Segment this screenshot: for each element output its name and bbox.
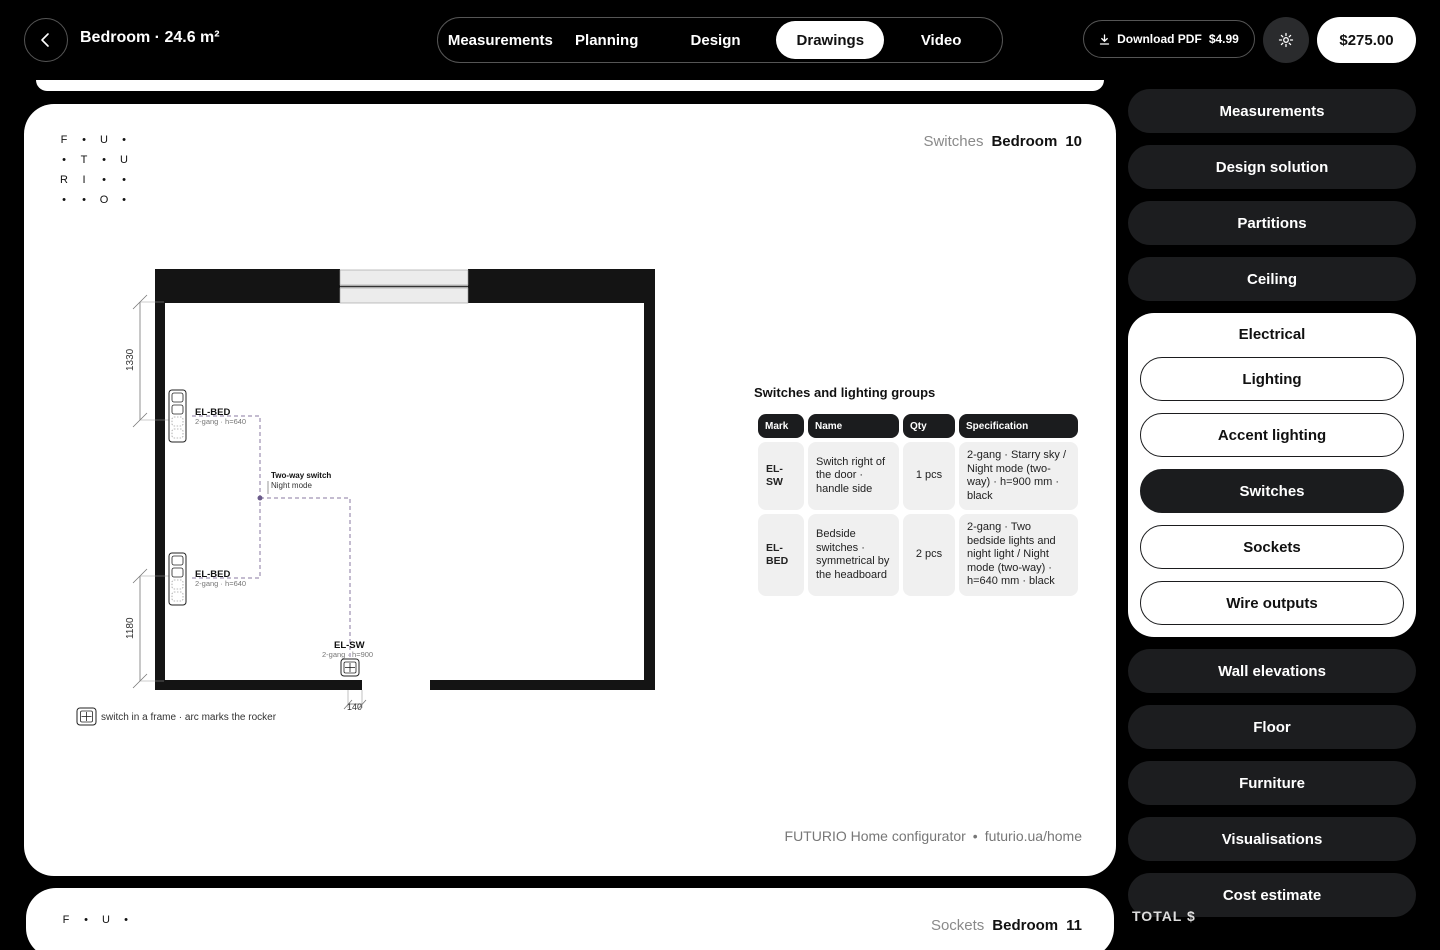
arrow-left-icon (38, 32, 54, 48)
window-pane-upper (340, 270, 468, 285)
switch-table (758, 414, 1078, 596)
sheet-footer (785, 828, 1082, 844)
switch-door (341, 659, 359, 676)
footer-separator: • (972, 828, 978, 844)
drawing-sheet (24, 104, 1116, 876)
wall-bottom-left (155, 680, 362, 690)
door-switch-spec: 2-gang · h=900 (322, 650, 374, 659)
sidebar-item-partitions[interactable]: Partitions (1128, 201, 1416, 245)
switch-upper-bedside (169, 390, 186, 442)
next-sheet-logo: F • U • (62, 914, 128, 926)
table-cell-mark: EL-SW (758, 442, 804, 510)
settings-button[interactable] (1263, 17, 1309, 63)
download-price: $4.99 (1208, 32, 1239, 46)
wiring-door (260, 498, 350, 660)
sidebar-item-floor[interactable]: Floor (1128, 705, 1416, 749)
sidebar-item-wire-outputs[interactable]: Wire outputs (1140, 581, 1404, 625)
sheet-room: Bedroom (991, 133, 1058, 150)
footer-brand: FUTURIO Home configurator (784, 828, 966, 844)
junction-point (258, 496, 263, 501)
sheet-page-number: 10 (1065, 133, 1082, 150)
dimension-top: 1330 (125, 348, 136, 371)
futurio-logo: F • U • • T • U R I • • • • O • (60, 134, 128, 206)
electrical-title[interactable]: Electrical (1238, 326, 1306, 343)
wall-bottom-right (430, 680, 655, 690)
main-tabs (437, 17, 1003, 63)
upper-switch-mark: EL-BED (195, 407, 231, 418)
table-cell-name: Bedside switches · symmetrical by the headboard (808, 514, 899, 596)
download-label: Download PDF (1117, 32, 1202, 46)
sidebar-item-cost-estimate[interactable]: Cost estimate (1128, 873, 1416, 917)
dimension-door: 140 (347, 702, 363, 712)
lower-switch-mark: EL-BED (195, 569, 231, 580)
wall-top-right (468, 269, 655, 303)
sheet-heading (923, 133, 1082, 150)
dimension-bottom: 1180 (125, 617, 136, 639)
table-header: Name (808, 414, 899, 438)
table-cell-qty: 2 pcs (903, 514, 955, 596)
table-cell-spec: 2-gang · Two bedside lights and night light / Night mode (two-way) · h=640 mm · black (959, 514, 1078, 596)
table-cell-qty: 1 pcs (903, 442, 955, 510)
gear-icon (1278, 32, 1294, 48)
sidebar-item-measurements[interactable]: Measurements (1128, 89, 1416, 133)
tab-drawings[interactable]: Drawings (776, 21, 884, 59)
sheet-category: Switches (923, 133, 984, 150)
wiring-upper (192, 416, 260, 498)
total-price-button[interactable]: $275.00 (1317, 17, 1416, 63)
legend-text: switch in a frame · arc marks the rocker (101, 712, 277, 723)
upper-switch-spec: 2-gang · h=640 (195, 417, 247, 426)
lower-switch-spec: 2-gang · h=640 (195, 579, 247, 588)
table-cell-mark: EL-BED (758, 514, 804, 596)
table-cell-name: Switch right of the door · handle side (808, 442, 899, 510)
table-header: Mark (758, 414, 804, 438)
wall-top-left (155, 269, 340, 303)
previous-sheet-edge (36, 80, 1104, 91)
download-icon (1099, 34, 1110, 45)
back-button[interactable] (24, 18, 68, 62)
sidebar-item-switches[interactable]: Switches (1140, 469, 1404, 513)
tab-design[interactable]: Design (690, 31, 741, 49)
wiring-lower (192, 498, 260, 578)
table-header: Specification (959, 414, 1078, 438)
wall-left (155, 303, 165, 681)
sidebar-item-accent-lighting[interactable]: Accent lighting (1140, 413, 1404, 457)
table-header: Qty (903, 414, 955, 438)
floor-plan (24, 104, 724, 744)
sidebar-item-design-solution[interactable]: Design solution (1128, 145, 1416, 189)
switch-lower-bedside (169, 553, 186, 605)
note-two-way: Two-way switch (271, 471, 332, 480)
window-pane-lower (340, 288, 468, 303)
table-cell-spec: 2-gang · Starry sky / Night mode (two-way) · h=900 mm · black (959, 442, 1078, 510)
next-sheet-heading: Sockets Bedroom 11 (930, 917, 1082, 934)
sidebar-item-lighting[interactable]: Lighting (1140, 357, 1404, 401)
door-switch-mark: EL-SW (334, 640, 365, 651)
sidebar-item-ceiling[interactable]: Ceiling (1128, 257, 1416, 301)
sidebar-item-furniture[interactable]: Furniture (1128, 761, 1416, 805)
sidebar-item-visualisations[interactable]: Visualisations (1128, 817, 1416, 861)
download-pdf-button[interactable] (1083, 20, 1255, 58)
footer-url[interactable]: futurio.ua/home (984, 828, 1082, 844)
total-label: TOTAL $ (1132, 908, 1196, 924)
next-sheet (26, 888, 1114, 950)
tab-planning[interactable]: Planning (575, 31, 639, 49)
note-night-mode: Night mode (271, 481, 312, 490)
page-title: Bedroom · 24.6 m² (80, 29, 220, 46)
sidebar-electrical-group (1128, 313, 1416, 637)
wall-right (644, 303, 655, 681)
legend-switch-icon (77, 708, 96, 725)
tab-measurements[interactable]: Measurements (447, 31, 553, 49)
top-bar (0, 0, 1440, 80)
sidebar-item-wall-elevations[interactable]: Wall elevations (1128, 649, 1416, 693)
table-title: Switches and lighting groups (754, 385, 936, 400)
sidebar-item-sockets[interactable]: Sockets (1140, 525, 1404, 569)
tab-video[interactable]: Video (920, 31, 962, 49)
